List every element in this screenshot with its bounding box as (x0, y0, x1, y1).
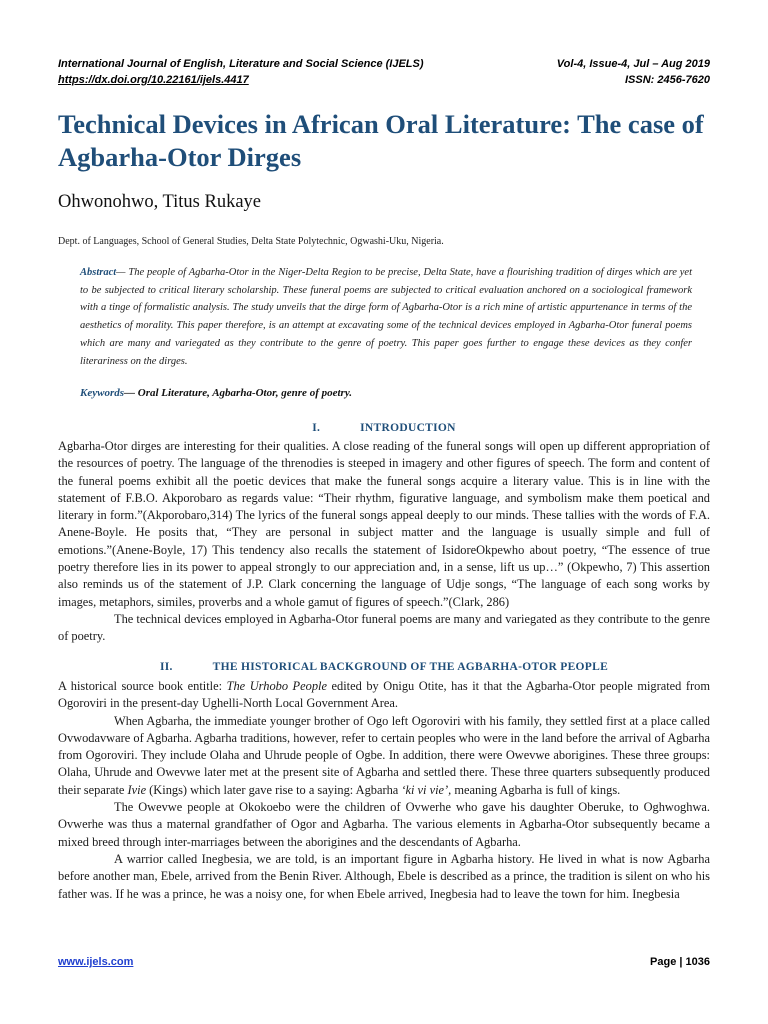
abstract-text: — The people of Agbarha-Otor in the Niger-Delta Region to be precise, Delta State, have a flourishing tradition of dirges which are yet to be subjected to critical literary scholarship. These funeral poems are subjected to critical evaluation anchored on a sociological framework with a tinge of formalistic analysis. The study unveils that the dirge form of Agbarha-Otor is a rich mine of artistic appurtenance in terms of the aesthetics of morality. This paper therefore, is an attempt at excavating some of the technical devices employed in Agbarha-Otor funeral poems which are many and variegated as they contribute to the genre of poetry. This paper goes further to engage these devices as they confer literariness on the dirges. (80, 267, 692, 367)
book-title: The Urhobo People (226, 679, 327, 693)
saying: ‘ki vi vie’, (401, 782, 452, 797)
page-footer (58, 956, 710, 968)
text-run: meaning Agbarha is full of kings. (451, 782, 621, 797)
affiliation: Dept. of Languages, School of General Studies, Delta State Polytechnic, Ogwashi-Uku, Nigeria. (58, 236, 444, 247)
page-number: Page | 1036 (650, 956, 710, 968)
section-number: I. (312, 422, 321, 434)
text-run: (Kings) which later gave rise to a saying: Agbarha (146, 782, 402, 797)
section-number: II. (159, 661, 173, 673)
volume-issue: Vol-4, Issue-4, Jul – Aug 2019 (556, 58, 710, 70)
section-title: THE HISTORICAL BACKGROUND OF THE AGBARHA-OTOR PEOPLE (212, 661, 609, 673)
authors: Ohwonohwo, Titus Rukaye (58, 192, 262, 212)
section-title: INTRODUCTION (360, 422, 456, 434)
issn: ISSN: 2456-7620 (625, 74, 710, 86)
doi-link[interactable]: https://dx.doi.org/10.22161/ijels.4417 (58, 74, 249, 86)
term-ivie: Ivie (127, 782, 147, 797)
paragraph: The Owevwe people at Okokoebo were the children of Ovwerhe who gave his daughter Oberuke, to Oghwoghwa. Ovwerhe was thus a maternal grandfather of Ogor and Agbarha. The various elements in Agbarha-Otor subsequently became a mixed breed through inter-marriages between the aborigines and the descendants of Agbarha. (58, 800, 710, 849)
text-run: When Agbarha, the immediate younger brother of Ogo left Ogoroviri with his family, they settled first at a place called Ovwodavware of Agbarha. Agbarha traditions, however, refer to certain peoples who were in the land before the arrival of Agbarha from Ogoroviri. They include Olaha and Uhrude people of Ogbe. In addition, there were Owevwe aborigines. These three groups: Olaha, Uhrude and Owevwe later met at the present site of Agbarha and settled there. These three quarters subsequently produced their separate (58, 713, 710, 797)
paper-page (58, 0, 710, 1024)
keywords-label: Keywords (80, 387, 124, 399)
paragraph: Agbarha-Otor dirges are interesting for their qualities. A close reading of the funeral songs will open up different appropriation of the resources of poetry. The language of the threnodies is steeped in imagery and other figures of speech. The form and content of the funeral poems exhibit all the poetic devices that make the funeral songs acquire a literary value. This is in line with the statement of F.B.O. Akporobaro as regards value: “Their rhythm, figurative language, and symbolism make them poetical and literary in form.”(Akporobaro,314) The lyrics of the funeral songs appeal deeply to our minds. These tallies with the words of F.A. Anene-Boyle. He posits that, “They are personal in subject matter and the language is usually simple and full of emotions.”(Anene-Boyle, 17) This tendency also recalls the statement of IsidoreOkpewho about poetry, “The essence of true poetry therefore lies in its power to appeal strongly to our appreciation and, in a sense, lift us up…” (Okpewho, 7) This assertion also reminds us of the statement of J.P. Clark concerning the language of Udje songs, “The language of each song works by images, metaphors, similes, proverbs and a whole gamut of figures of speech.”(Clark, 286) (58, 439, 710, 609)
paragraph: A warrior called Inegbesia, we are told, is an important figure in Agbarha history. He lived in what is now Agbarha before another man, Ebele, arrived from the Benin River. Although, Ebele is described as a prince, the tradition is silent on who his father was. If he was a prince, he was a noisy one, for when Ebele arrived, Inegbesia had to leave the town for him. Inegbesia (58, 851, 710, 901)
section-heading-historical-background (58, 661, 710, 673)
section-heading-introduction (58, 422, 710, 434)
keywords (80, 387, 692, 399)
journal-name: International Journal of English, Literature and Social Science (IJELS) (58, 58, 424, 70)
abstract-label: Abstract (80, 267, 117, 278)
paragraph (58, 713, 710, 799)
journal-website-link[interactable]: www.ijels.com (58, 956, 134, 968)
paper-title: Technical Devices in African Oral Literature: The case of Agbarha-Otor Dirges (58, 109, 704, 172)
introduction-body (58, 438, 710, 646)
text-run: edited by Onigu Otite, has it that the Agbarha-Otor people migrated from Ogoroviri in the present-day Ughelli-North Local Government Area. (58, 679, 710, 711)
text-run: A historical source book entitle: (58, 679, 227, 693)
paragraph (58, 678, 710, 713)
abstract (80, 264, 692, 370)
keywords-text: — Oral Literature, Agbarha-Otor, genre of poetry. (124, 387, 353, 399)
historical-background-body (58, 678, 710, 903)
journal-header (58, 56, 710, 88)
paragraph: The technical devices employed in Agbarha-Otor funeral poems are many and variegated as they contribute to the genre of poetry. (58, 611, 710, 644)
